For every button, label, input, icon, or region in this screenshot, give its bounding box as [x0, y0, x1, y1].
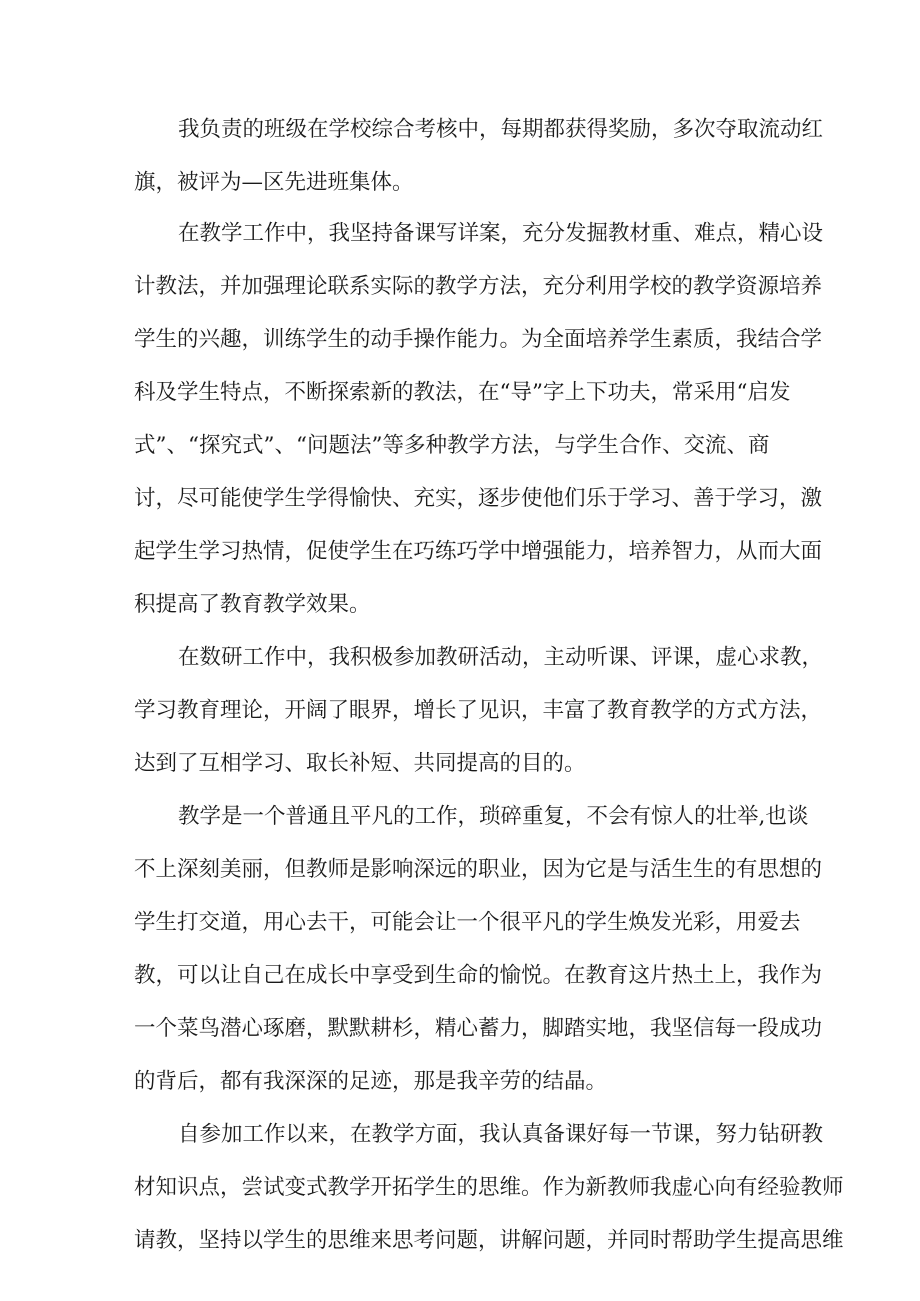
text-line: 学习教育理论，开阔了眼界，增长了见识，丰富了教育教学的方式方法， [134, 698, 823, 723]
text-line: 请教，坚持以学生的思维来思考问题，讲解问题，并同时帮助学生提高思维 [134, 1228, 844, 1253]
text-line: 达到了互相学习、取长补短、共同提高的目的。 [134, 751, 586, 776]
text-line: 计教法，并加强理论联系实际的教学方法，充分利用学校的教学资源培养 [134, 274, 823, 299]
text-line: 学生打交道，用心去干，可能会让一个很平凡的学生焕发光彩，用爱去 [134, 910, 801, 935]
text-line: 式”、“探究式”、“问题法”等多种教学方法，与学生合作、交流、商 [134, 433, 770, 458]
text-line: 起学生学习热情，促使学生在巧练巧学中增强能力，培养智力，从而大面 [134, 539, 823, 564]
text-line: 材知识点，尝试变式教学开拓学生的思维。作为新教师我虚心向有经验教师 [134, 1175, 844, 1200]
text-line: 学生的兴趣，训练学生的动手操作能力。为全面培养学生素质，我结合学 [134, 327, 823, 352]
text-line: 在数研工作中，我积极参加教研活动，主动听课、评课，虚心求教， [178, 645, 824, 670]
text-line: 在教学工作中，我坚持备课写详案，充分发掘教材重、难点，精心设 [178, 221, 824, 246]
text-line: 一个菜鸟潜心琢磨，默默耕杉，精心蓄力，脚踏实地，我坚信每一段成功 [134, 1016, 823, 1041]
text-line: 我负责的班级在学校综合考核中，每期都获得奖励，多次夺取流动红 [178, 117, 824, 142]
text-line: 教，可以让自己在成长中享受到生命的愉悦。在教育这片热土上，我作为 [134, 963, 823, 988]
text-line: 教学是一个普通且平凡的工作，琐碎重复，不会有惊人的壮举,也谈 [178, 804, 809, 829]
text-line: 科及学生特点，不断探索新的教法，在“导”字上下功夫，常采用“启发 [134, 380, 791, 405]
text-line: 的背后，都有我深深的足迹，那是我辛劳的结晶。 [134, 1069, 608, 1094]
text-line: 自参加工作以来，在教学方面，我认真备课好每一节课，努力钻研教 [178, 1122, 824, 1147]
text-line: 讨，尽可能使学生学得愉快、充实，逐步使他们乐于学习、善于学习，激 [134, 486, 823, 511]
text-line: 旗，被评为—区先进班集体。 [134, 170, 414, 195]
text-line: 积提高了教育教学效果。 [134, 592, 371, 617]
text-line: 不上深刻美丽，但教师是影响深远的职业，因为它是与活生生的有思想的 [134, 857, 823, 882]
